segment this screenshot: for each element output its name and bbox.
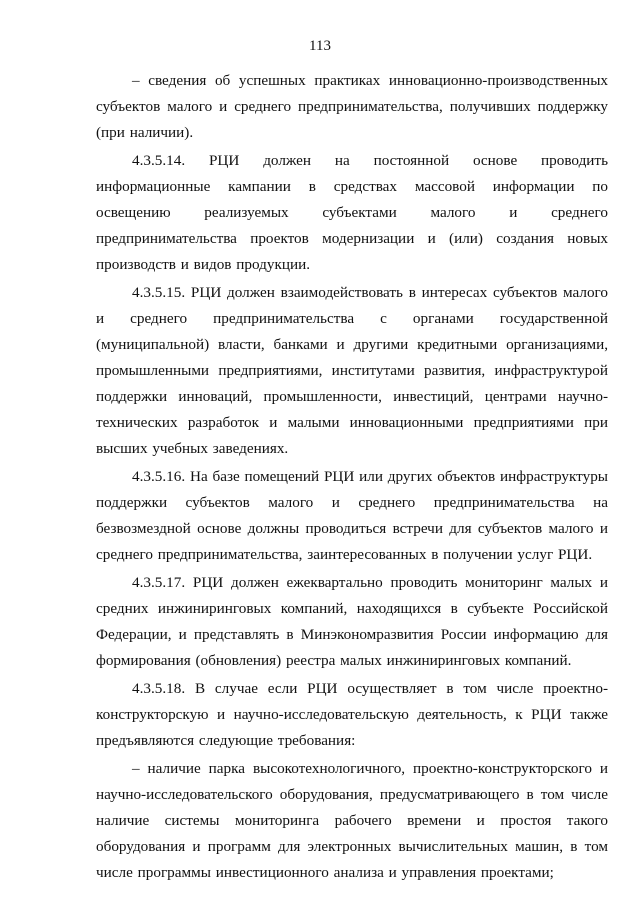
paragraph-4-3-5-17: 4.3.5.17. РЦИ должен ежеквартально проводить мониторинг малых и средних инжиниринговых компаний, находящихся в субъекте Российской Федерации, и представлять в Минэкономразвития России информацию для формирования (обновления) реестра малых инжиниринговых компаний. xyxy=(96,574,608,669)
paragraph-4-3-5-14: 4.3.5.14. РЦИ должен на постоянной основе проводить информационные кампании в средствах массовой информации по освещению реализуемых субъектами малого и среднего предпринимательства проектов модернизации и (или) создания новых производств и видов продукции. xyxy=(96,152,608,273)
document-body xyxy=(96,68,608,888)
paragraph-4-3-5-15: 4.3.5.15. РЦИ должен взаимодействовать в интересах субъектов малого и среднего предпринимательства с органами государственной (муниципальной) власти, банками и другими кредитными организациями, промышленными предприятиями, институтами развития, инфраструктурой поддержки инноваций, промышленности, инвестиций, центрами научно-технических разработок и малыми инновационными предприятиями при высших учебных заведениях. xyxy=(96,284,608,457)
paragraph-4-3-5-18: 4.3.5.18. В случае если РЦИ осуществляет в том числе проектно-конструкторскую и научно-исследовательскую деятельность, к РЦИ также предъявляются следующие требования: xyxy=(96,680,608,749)
paragraph-equipment-requirement: – наличие парка высокотехнологичного, проектно-конструкторского и научно-исследовательского оборудования, предусматривающего в том числе наличие системы мониторинга рабочего времени и простоя такого оборудования и программ для электронных вычислительных машин, в том числе программы инвестиционного анализа и управления проектами; xyxy=(96,760,608,881)
page-number: 113 xyxy=(309,38,331,54)
paragraph-4-3-5-16: 4.3.5.16. На базе помещений РЦИ или других объектов инфраструктуры поддержки субъектов малого и среднего предпринимательства на безвозмездной основе должны проводиться встречи для субъектов малого и среднего предпринимательства, заинтересованных в получении услуг РЦИ. xyxy=(96,468,608,563)
paragraph-success-practices: – сведения об успешных практиках инновационно-производственных субъектов малого и среднего предпринимательства, получивших поддержку (при наличии). xyxy=(96,72,608,141)
